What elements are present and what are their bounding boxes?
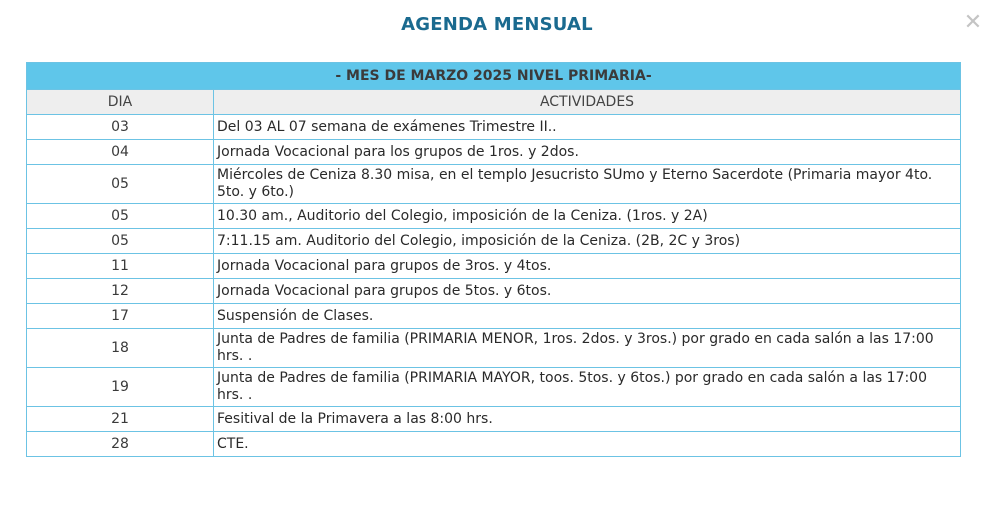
month-header-row	[27, 63, 961, 90]
table-row	[27, 368, 961, 407]
activity-cell: Jornada Vocacional para grupos de 5tos. y 6tos.	[214, 279, 961, 304]
table-row	[27, 407, 961, 432]
activity-cell: Junta de Padres de familia (PRIMARIA MENOR, 1ros. 2dos. y 3ros.) por grado en cada salón a las 17:00 hrs. .	[214, 329, 961, 368]
day-cell: 05	[27, 204, 214, 229]
activity-cell: Suspensión de Clases.	[214, 304, 961, 329]
day-cell: 18	[27, 329, 214, 368]
activity-cell: Miércoles de Ceniza 8.30 misa, en el templo Jesucristo SUmo y Eterno Sacerdote (Primaria mayor 4to. 5to. y 6to.)	[214, 165, 961, 204]
table-row	[27, 432, 961, 457]
table-row	[27, 140, 961, 165]
day-cell: 04	[27, 140, 214, 165]
table-row	[27, 304, 961, 329]
modal-title: AGENDA MENSUAL	[401, 14, 593, 35]
activity-cell: Del 03 AL 07 semana de exámenes Trimestre II..	[214, 115, 961, 140]
day-cell: 05	[27, 229, 214, 254]
table-row	[27, 279, 961, 304]
activity-cell: Jornada Vocacional para los grupos de 1ros. y 2dos.	[214, 140, 961, 165]
day-cell: 03	[27, 115, 214, 140]
column-header-activities: ACTIVIDADES	[214, 90, 961, 115]
close-icon[interactable]: ✕	[963, 10, 983, 35]
activity-cell: CTE.	[214, 432, 961, 457]
day-cell: 11	[27, 254, 214, 279]
column-header-row	[27, 90, 961, 115]
day-cell: 28	[27, 432, 214, 457]
table-row	[27, 329, 961, 368]
table-row	[27, 115, 961, 140]
agenda-table	[26, 62, 961, 457]
table-row	[27, 229, 961, 254]
table-row	[27, 165, 961, 204]
column-header-day: DIA	[27, 90, 214, 115]
activity-cell: Junta de Padres de familia (PRIMARIA MAYOR, toos. 5tos. y 6tos.) por grado en cada salón a las 17:00 hrs. .	[214, 368, 961, 407]
day-cell: 17	[27, 304, 214, 329]
activity-cell: 7:11.15 am. Auditorio del Colegio, imposición de la Ceniza. (2B, 2C y 3ros)	[214, 229, 961, 254]
month-header: - MES DE MARZO 2025 NIVEL PRIMARIA-	[27, 63, 961, 90]
day-cell: 12	[27, 279, 214, 304]
table-row	[27, 254, 961, 279]
table-row	[27, 204, 961, 229]
activity-cell: Fesitival de la Primavera a las 8:00 hrs.	[214, 407, 961, 432]
day-cell: 19	[27, 368, 214, 407]
day-cell: 21	[27, 407, 214, 432]
activity-cell: Jornada Vocacional para grupos de 3ros. y 4tos.	[214, 254, 961, 279]
day-cell: 05	[27, 165, 214, 204]
activity-cell: 10.30 am., Auditorio del Colegio, imposición de la Ceniza. (1ros. y 2A)	[214, 204, 961, 229]
